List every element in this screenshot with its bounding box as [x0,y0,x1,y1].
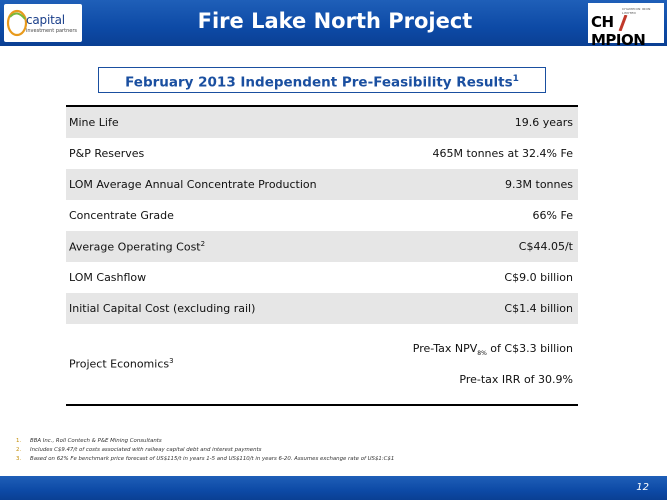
results-subtitle-text: February 2013 Independent Pre-Feasibility Results [125,74,513,91]
row-label [69,240,205,254]
npv-subscript: 8% [477,350,487,358]
row-label: LOM Cashflow [69,271,147,284]
capital-logo-brand: capital [26,13,65,27]
row-label: Concentrate Grade [69,209,174,222]
economics-label-note: 3 [169,357,174,366]
results-table [66,105,578,406]
champion-logo-word: CH MPION [591,13,646,49]
row-label: Initial Capital Cost (excluding rail) [69,302,256,315]
champion-slash-icon [618,15,628,31]
footnote [16,455,576,464]
capital-swoosh-icon [6,7,28,39]
npv-value [413,342,573,357]
table-row [66,107,578,138]
footnote-number: 1. [16,438,22,444]
row-label-text: Average Operating Cost [69,240,201,254]
table-row [66,200,578,231]
footnote [16,437,576,446]
footnote-number: 3. [16,456,22,462]
npv-prefix: Pre-Tax NPV [412,341,478,355]
row-value: 66% Fe [532,209,573,222]
economics-label-text: Project Economics [69,357,170,371]
economics-label [69,357,174,371]
footnote-text: BBA Inc., Roll Contech & P&E Mining Consultants [30,438,162,444]
capital-logo-tagline: investment partners [26,28,77,34]
page-title: Fire Lake North Project [197,9,473,33]
row-value: 465M tonnes at 32.4% Fe [432,147,573,160]
header-bar [0,0,667,49]
table-row [66,169,578,200]
irr-value: Pre-tax IRR of 30.9% [459,373,573,387]
champion-logo [588,3,664,49]
footer-bar [0,476,667,500]
row-value: C$44.05/t [518,240,573,253]
economics-values [413,342,573,386]
champion-logo-small-text: CHAMPION IRON LIMITED [622,7,651,15]
row-value: C$9.0 billion [504,271,573,284]
footnote-text: Includes C$9.47/t of costs associated with railway capital debt and interest payments [30,447,262,453]
results-subtitle-note: 1 [512,74,519,84]
table-row-economics [66,324,578,404]
row-label: P&P Reserves [69,147,145,160]
row-value: 9.3M tonnes [505,178,573,191]
table-row [66,231,578,262]
footnotes [16,437,576,464]
page-number: 12 [636,482,649,493]
table-row [66,138,578,169]
capital-logo [4,4,82,42]
row-label: LOM Average Annual Concentrate Production [69,178,317,191]
footnote [16,446,576,455]
footnote-number: 2. [16,447,22,453]
row-label-note: 2 [200,239,206,248]
table-row [66,262,578,293]
row-value: C$1.4 billion [504,302,573,315]
row-value: 19.6 years [514,116,573,129]
npv-suffix: of C$3.3 billion [486,341,573,355]
footnote-text: Based on 62% Fe benchmark price forecast of US$115/t in years 1-5 and US$110/t in years 6-20. Assumes exchange rate of US$1:C$1 [30,456,395,462]
results-subtitle [98,67,546,93]
row-label: Mine Life [69,116,119,129]
table-row [66,293,578,324]
